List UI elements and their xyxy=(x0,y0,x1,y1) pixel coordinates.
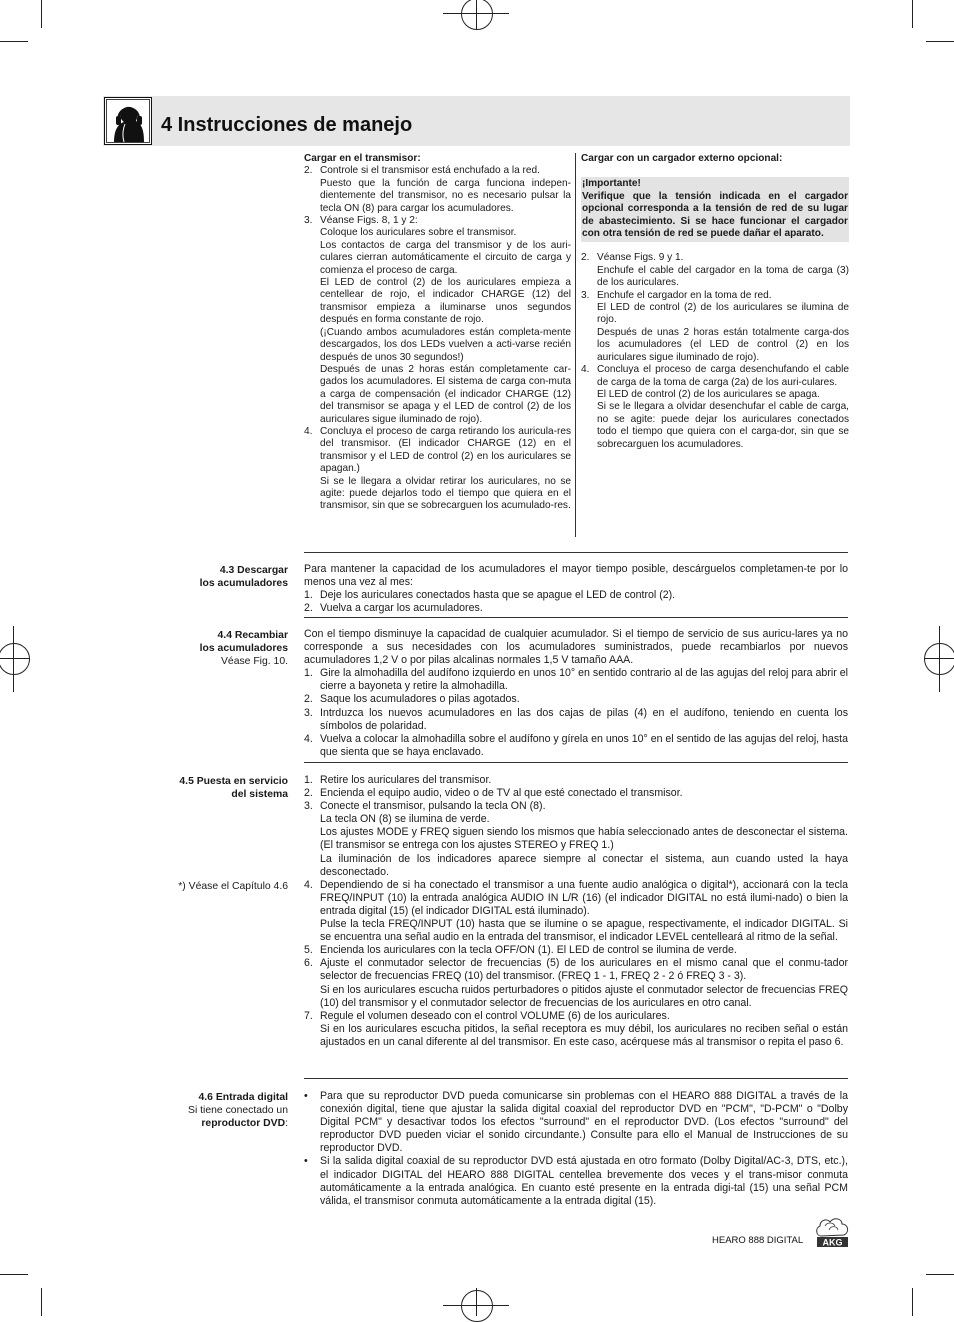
section-title: los acumuladores xyxy=(199,643,288,654)
list-number: 3. xyxy=(304,706,313,719)
section-4-6-body xyxy=(304,1090,848,1208)
list-item xyxy=(581,290,849,364)
list-text: Encienda los auriculares con la tecla OFF/ON (1). El LED de control se ilumina de verde. xyxy=(320,944,737,957)
section-4-5-body xyxy=(304,774,848,1049)
section-note: Véase Fig. 10. xyxy=(220,656,288,667)
section-title: 4.3 Descargar xyxy=(219,565,288,576)
crop-mark xyxy=(926,1274,954,1275)
list-number: 1. xyxy=(304,589,313,602)
bullet-text: Para que su reproductor DVD pueda comunicarse sin problemas con el HEARO 888 DIGITAL a través de la conexión digital, tiene que ajustar la salida digital coaxial del reproductor DVD en "PCM", "D-PCM" o "Dolby Digital PCM" y desactivar todos los efectos "surround" en el reproductor DVD. (Los efectos "surround" del reproductor DVD pueden viciar el sonido circundante.) Consulte para ello el Manual de Instrucciones de su reproductor DVD. xyxy=(320,1090,848,1155)
section-title: 4.6 Entrada digital xyxy=(198,1092,288,1103)
list-text: Enchufe el cable del cargador en la toma de carga (3) de los auriculares. xyxy=(597,264,849,289)
list-text: Después de unas 2 horas están totalmente carga-dos los acumuladores (el LED de control (2) en los auriculares sigue iluminado de rojo). xyxy=(597,326,849,363)
list-text: La iluminación de los indicadores aparece siempre al conectar el sistema, aun cuando usted la haya desconectado. xyxy=(320,852,848,878)
list-text: Los ajustes MODE y FREQ siguen siendo los mismos que había seleccionado antes de desconectar el sistema. (El transmisor se entrega con los ajustes STEREO y FREQ 1.) xyxy=(320,826,848,852)
section-title: del sistema xyxy=(231,789,288,800)
list-number: 4. xyxy=(304,878,313,891)
section-title: 4.4 Recambiar xyxy=(217,630,288,641)
list-number: 6. xyxy=(304,957,313,970)
list-number: 5. xyxy=(304,944,313,957)
person-with-headphones-icon xyxy=(104,97,152,145)
list-item xyxy=(304,733,848,759)
list-number: 2. xyxy=(304,165,313,177)
list-text: Coloque los auriculares sobre el transmisor. xyxy=(320,227,517,239)
footer-model-name: HEARO 888 DIGITAL xyxy=(712,1235,804,1246)
list-number: 4. xyxy=(581,364,590,376)
list-text: Gire la almohadilla del audífono izquierdo en unos 10° en sentido contrario al de las agujas del reloj para abrir el cierre a bayoneta y retire la almohadilla. xyxy=(320,667,848,693)
section-title: 4.5 Puesta en servicio xyxy=(179,776,288,787)
list-text: Vuelva a cargar los acumuladores. xyxy=(320,602,483,615)
list-number: 2. xyxy=(304,602,313,615)
section-note: *) Véase el Capítulo 4.6 xyxy=(178,881,288,892)
registration-mark xyxy=(461,0,493,30)
list-item xyxy=(304,879,848,944)
list-item xyxy=(304,787,848,800)
section-note-suffix: : xyxy=(285,1118,288,1129)
list-item xyxy=(304,589,848,602)
list-number: 2. xyxy=(304,787,313,800)
section-label-4-4 xyxy=(200,629,288,668)
list-item xyxy=(304,693,848,706)
section-label-4-3 xyxy=(200,564,288,590)
list-text: Puesto que la función de carga funciona indepen-dientemente del transmisor, no es necesario pulsar la tecla ON (8) para cargar los acumuladores. xyxy=(320,177,571,214)
list-item xyxy=(304,774,848,787)
section-label-4-5 xyxy=(179,775,288,801)
section-divider xyxy=(304,552,848,553)
registration-mark xyxy=(461,1290,493,1322)
list-item xyxy=(304,165,571,215)
list-text: Pulse la tecla FREQ/INPUT (10) hasta que se ilumine o se apague, respectivamente, el indicador DIGITAL. Si se encuentra una señal audio en la entrada del transmisor, el indicador LEVEL centelleará al ritmo de la señal. xyxy=(320,918,848,944)
list-text: Si en los auriculares escucha pitidos, la señal receptora es muy débil, los auriculares no reciben señal o están ajustados en un canal diferente al del transmisor. En este caso, acérquese más al transmisor o repita el paso 6. xyxy=(320,1022,848,1048)
list-text: Después de unas 2 horas están completamente car-gados los acumuladores. El sistema de carga con-muta a carga de compensación (el indicador CHARGE (12) del transmisor se apaga y el LED de control (2) de los auriculares sigue iluminado de rojo). xyxy=(320,363,571,425)
section-divider xyxy=(304,762,848,763)
list-text: Si se le llegara a olvidar retirar los auriculares, no se agite: puede dejarlos todo el tiempo que quiera en el transmisor, sin que se sobrecarguen los acumulado-res. xyxy=(320,475,571,512)
list-text: Intrduzca los nuevos acumuladores en las dos cajas de pilas (4) en el audífono, teniendo en cuenta los símbolos de polaridad. xyxy=(320,706,848,732)
list-item xyxy=(304,944,848,957)
list-text: Enchufe el cargador en la toma de red. xyxy=(597,289,772,301)
crop-mark xyxy=(912,0,913,28)
important-title: ¡Importante! xyxy=(582,178,641,190)
crop-mark xyxy=(41,1288,42,1316)
list-item xyxy=(304,707,848,733)
list-item xyxy=(581,364,849,451)
list-text: Ajuste el conmutador selector de frecuencias (5) de los auriculares en el mismo canal que el conmu-tador selector de frecuencias FREQ (10) del transmisor. (FREQ 1 - 1, FREQ 2 - 2 ó FREQ 3 - 3). xyxy=(320,957,848,983)
list-text: La tecla ON (8) se ilumina de verde. xyxy=(320,813,490,826)
bullet-text: Si la salida digital coaxial de su reproductor DVD está ajustada en otro formato (Dolby Digital/AC-3, DTS, etc.), el indicador DIGITAL del HEARO 888 DIGITAL centellea brevemente dos veces y el trans-misor conmuta automáticamente a la entrada analógica. En cuanto esté presente en la entrada digi-tal (15) una señal PCM válida, el transmisor conmuta automáticamente a la entrada digital (15). xyxy=(320,1155,848,1207)
section-title: los acumuladores xyxy=(199,578,288,589)
list-text: Véanse Figs. 8, 1 y 2: xyxy=(320,215,418,227)
list-number: 2. xyxy=(304,693,313,706)
paragraph: Con el tiempo disminuye la capacidad de cualquier acumulador. Si el tiempo de servicio de sus auricu-lares ya no corresponde a sus necesidades con los acumuladores suministrados, puede recambiarlos por nuevos acumuladores 1,2 V o por pilas alcalinas normales 1,5 V tamaño AAA. xyxy=(304,628,848,667)
list-number: 4. xyxy=(304,732,313,745)
list-text: Deje los auriculares conectados hasta que se apague el LED de control (2). xyxy=(320,589,676,602)
bullet-icon: • xyxy=(304,1090,308,1102)
important-text: Verifique que la tensión indicada en el cargador opcional corresponda a la tensión de red de su lugar de abastecimiento. Si se hace funcionar el cargador con otra tensión de red se puede dañar el aparato. xyxy=(582,190,848,240)
akg-logo-icon xyxy=(813,1216,851,1248)
crop-mark xyxy=(0,1274,28,1275)
list-text: (¡Cuando ambos acumuladores están completa-mente descargados, los dos LEDs vuelven a acti-varse recién después de unos 30 segundos!) xyxy=(320,326,571,363)
crop-mark xyxy=(0,41,28,42)
registration-mark xyxy=(13,626,14,692)
list-text: Los contactos de carga del transmisor y de los auri-culares cierran automáticamente el circuito de carga y comienza el proceso de carga. xyxy=(320,239,571,276)
list-item xyxy=(304,957,848,1009)
list-number: 3. xyxy=(304,800,313,813)
list-text: Saque los acumuladores o pilas agotados. xyxy=(320,693,520,706)
list-item xyxy=(581,252,849,289)
important-notice xyxy=(581,177,849,242)
list-text: Concluya el proceso de carga retirando los auricula-res del transmisor. (El indicador CHARGE (12) en el transmisor y el LED de control (2) en los auriculares se apagan.) xyxy=(320,425,571,475)
list-text: Si en los auriculares escucha ruidos perturbadores o pitidos ajuste el conmutador selector de frecuencias FREQ (10) del transmisor y el conmutador selector de frecuencias de los auriculares en otro canal. xyxy=(320,983,848,1009)
list-number: 3. xyxy=(581,289,590,301)
registration-mark xyxy=(0,643,30,675)
crop-mark xyxy=(41,0,42,28)
registration-mark xyxy=(476,1288,477,1316)
list-text: Conecte el transmisor, pulsando la tecla ON (8). xyxy=(320,800,546,813)
list-item xyxy=(304,602,848,615)
list-text: Vuelva a colocar la almohadilla sobre el audífono y gírela en unos 10° en el sentido de las agujas del reloj, hasta que sienta que se haya enclavado. xyxy=(320,732,848,758)
list-text: Dependiendo de si ha conectado el transmisor a una fuente audio analógica o digital*), accionará con la tecla FREQ/INPUT (10) la entrada analógica AUDIO IN L/R (16) (el indicador DIGITAL no está ilumi-nado) o bien la entrada digital (15) (el indicador DIGITAL está iluminado). xyxy=(320,878,848,917)
section-4-3-body xyxy=(304,563,848,615)
section-note: Si tiene conectado un xyxy=(188,1105,288,1116)
list-text: Controle si el transmisor está enchufado a la red. xyxy=(320,165,540,177)
list-number: 3. xyxy=(304,215,313,227)
bullet-item xyxy=(304,1155,848,1207)
crop-mark xyxy=(926,41,954,42)
list-item xyxy=(304,215,571,426)
bullet-icon: • xyxy=(304,1155,308,1168)
section-divider xyxy=(304,1078,848,1079)
registration-mark xyxy=(0,658,30,659)
list-item xyxy=(304,667,848,693)
registration-mark xyxy=(939,626,940,692)
section-4-4-body xyxy=(304,628,848,759)
list-text: Concluya el proceso de carga desenchufando el cable de carga de la toma de carga (2a) de los auri-culares. xyxy=(597,364,849,388)
list-number: 7. xyxy=(304,1009,313,1022)
brand-name: AKG xyxy=(822,1237,843,1248)
paragraph: Para mantener la capacidad de los acumuladores el mayor tiempo posible, descárguelos completamen-te por lo menos una vez al mes: xyxy=(304,563,848,589)
section-label-4-6 xyxy=(188,1091,288,1130)
list-text: Encienda el equipo audio, video o de TV al que esté conectado el transmisor. xyxy=(320,787,683,800)
column-divider xyxy=(575,153,576,537)
charging-in-transmitter-column xyxy=(304,153,571,513)
crop-mark xyxy=(912,1288,913,1316)
section-note-bold: reproductor DVD xyxy=(201,1118,286,1129)
list-text: El LED de control (2) de los auriculares se apaga. xyxy=(597,388,820,400)
list-item xyxy=(304,1010,848,1049)
list-text: Si se le llegara a olvidar desenchufar el cable de carga, no se agite: puede dejar los auriculares conectados todo el tiempo que quiera con el carga-dor, sin que se sobrecarguen los acumuladores. xyxy=(597,401,849,450)
subsection-heading: Cargar con un cargador externo opcional: xyxy=(581,153,783,164)
list-text: Regule el volumen deseado con el control VOLUME (6) de los auriculares. xyxy=(320,1009,670,1022)
list-number: 4. xyxy=(304,425,313,437)
bullet-item xyxy=(304,1090,848,1155)
registration-mark xyxy=(476,0,477,30)
list-item xyxy=(304,426,571,513)
list-item xyxy=(304,800,848,879)
subsection-heading: Cargar en el transmisor: xyxy=(304,153,421,164)
list-text: Retire los auriculares del transmisor. xyxy=(320,774,492,786)
external-charger-column xyxy=(581,153,849,451)
list-text: El LED de control (2) de los auriculares empieza a centellear de rojo, el indicador CHARGE (12) del transmisor empieza a iluminarse unos segundos después en forma constante de rojo. xyxy=(320,277,571,326)
section-divider xyxy=(304,617,848,618)
list-text: Véanse Figs. 9 y 1. xyxy=(597,252,684,264)
list-text: El LED de control (2) de los auriculares se ilumina de rojo. xyxy=(597,302,849,326)
list-number: 1. xyxy=(304,667,313,680)
list-number: 1. xyxy=(304,774,313,786)
list-number: 2. xyxy=(581,252,590,264)
page-title: 4 Instrucciones de manejo xyxy=(161,114,413,136)
